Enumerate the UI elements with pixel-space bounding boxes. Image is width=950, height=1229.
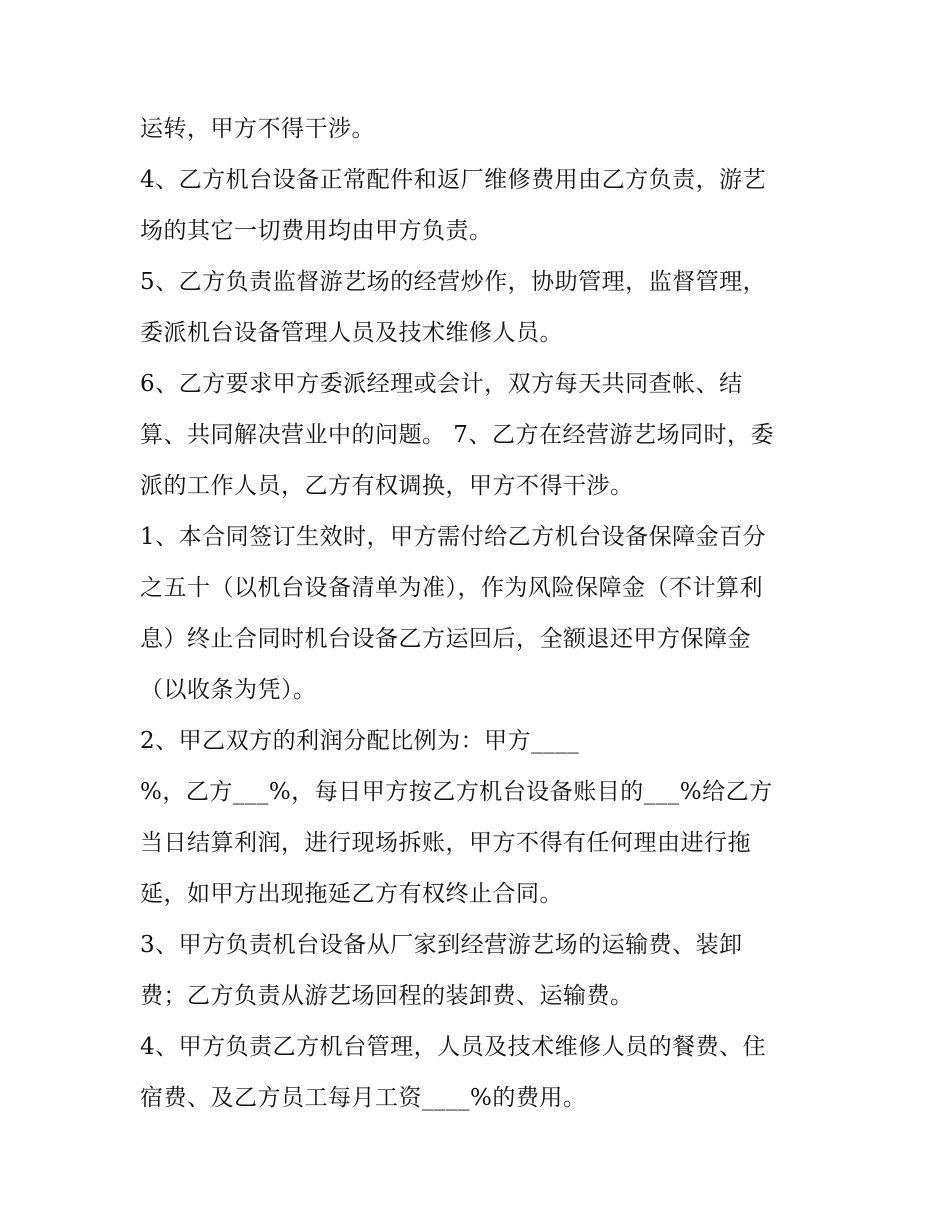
text-line: 当日结算利润，进行现场拆账，甲方不得有任何理由进行拖 bbox=[140, 830, 751, 856]
document-body bbox=[140, 104, 820, 1124]
text-line: 场的其它一切费用均由甲方负责。 bbox=[140, 218, 493, 244]
text-line: 2、甲乙双方的利润分配比例为：甲方____ bbox=[140, 728, 580, 754]
text-line: 延，如甲方出现拖延乙方有权终止合同。 bbox=[140, 881, 563, 907]
text-line: 宿费、及乙方员工每月工资____%的费用。 bbox=[140, 1085, 587, 1111]
text-line: %，乙方___%，每日甲方按乙方机台设备账目的___%给乙方 bbox=[140, 779, 773, 805]
text-line: 息）终止合同时机台设备乙方运回后，全额退还甲方保障金 bbox=[140, 626, 751, 652]
text-line: 6、乙方要求甲方委派经理或会计，双方每天共同查帐、结 bbox=[140, 371, 743, 397]
text-line: 5、乙方负责监督游艺场的经营炒作，协助管理，监督管理， bbox=[140, 269, 767, 295]
text-line: 委派机台设备管理人员及技术维修人员。 bbox=[140, 320, 563, 346]
text-line: 费；乙方负责从游艺场回程的装卸费、运输费。 bbox=[140, 983, 634, 1009]
text-line: 派的工作人员，乙方有权调换，甲方不得干涉。 bbox=[140, 473, 634, 499]
text-line: 3、甲方负责机台设备从厂家到经营游艺场的运输费、装卸 bbox=[140, 932, 743, 958]
text-line: 1、本合同签订生效时，甲方需付给乙方机台设备保障金百分 bbox=[140, 524, 767, 550]
text-line: 之五十（以机台设备清单为准），作为风险保障金（不计算利 bbox=[140, 575, 763, 601]
text-line: （以收条为凭）。 bbox=[140, 677, 317, 703]
text-line: 4、乙方机台设备正常配件和返厂维修费用由乙方负责，游艺 bbox=[140, 167, 767, 193]
text-line: 4、甲方负责乙方机台管理，人员及技术维修人员的餐费、住 bbox=[140, 1034, 767, 1060]
text-line: 运转，甲方不得干涉。 bbox=[140, 116, 375, 142]
text-line: 算、共同解决营业中的问题。 7、乙方在经营游艺场同时，委 bbox=[140, 422, 774, 448]
